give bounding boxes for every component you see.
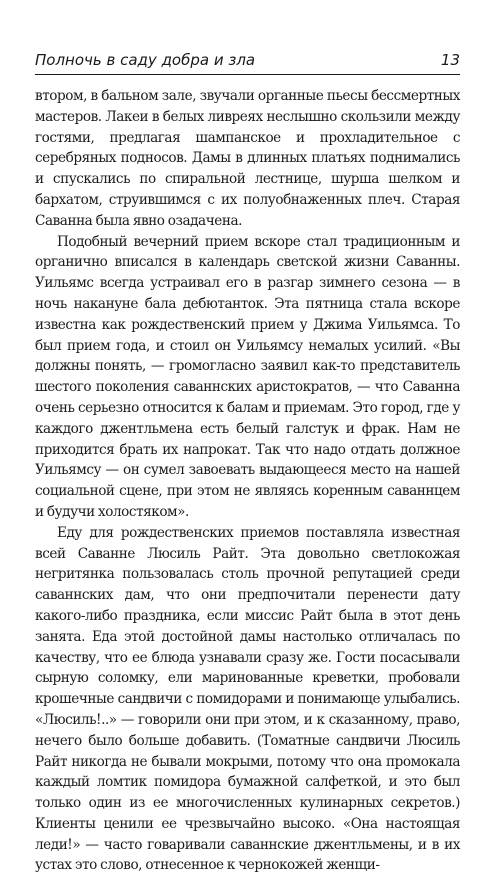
book-title: Полночь в саду добра и зла	[35, 51, 256, 69]
body-text	[35, 86, 460, 876]
page-number: 13	[440, 51, 460, 69]
paragraph: Еду для рождественских приемов поставляла известная всей Саванне Люсиль Райт. Эта довольно светлокожая негритянка пользовалась столь прочной репутацией среди саваннских дам, что они предпочитали перенести дату какого-либо праздника, если миссис Райт была в этот день занята. Еда этой достойной дамы настолько отличалась по качеству, что ее блюда узнавали сразу же. Гости посасывали сырную соломку, ели маринованные креветки, пробовали крошечные сандвичи с помидорами и понимающе улыбались. «Люсиль!..» — говорили они при этом, и к сказанному, право, нечего было больше добавить. (Томатные сандвичи Люсиль Райт никогда не бывали мокрыми, потому что она промокала каждый ломтик помидора бумажной салфеткой, и это был только один из ее многочисленных кулинарных секретов.) Клиенты ценили ее чрезвычайно высоко. «Она настоящая леди!» — часто говаривали саваннские джентльмены, и в их устах это слово, отнесенное к чернокожей женщи-	[35, 524, 460, 874]
paragraph: Подобный вечерний прием вскоре стал традиционным и органично вписался в календарь светской жизни Саванны. Уильямс всегда устраивал его в разгар зимнего сезона — в ночь накануне бала дебютанток. Эта пятница стала вскоре известна как рождественский прием у Джима Уильямса. То был прием года, и стоил он Уильямсу немалых усилий. «Вы должны понять, — громогласно заявил как-то представитель шестого поколения саваннских аристократов, — что Саванна очень серьезно относится к балам и приемам. Это город, где у каждого джентльмена есть белый галстук и фрак. Нам не приходится брать их напрокат. Так что надо отдать должное Уильямсу — он сумел завоевать выдающееся место на нашей социальной сцене, при этом не являясь коренным саваннцем и будучи холостяком».	[35, 233, 460, 520]
paragraph: втором, в бальном зале, звучали органные пьесы бессмертных мастеров. Лакеи в белых ливреях неслышно скользили между гостями, предлагая шампанское и прохладительное с серебряных подносов. Дамы в длинных платьях поднимались и спускались по спиральной лестнице, шурша шелком и бархатом, струившимся с их полуобнаженных плеч. Старая Саванна была явно озадачена.	[35, 88, 460, 229]
running-header	[35, 46, 460, 75]
